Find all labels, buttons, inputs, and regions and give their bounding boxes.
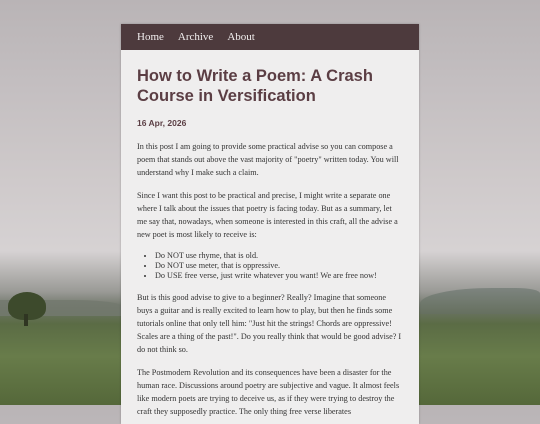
- list-item: • Do USE free verse, just write whatever you want! We are free now!: [155, 271, 403, 281]
- list-item: • Do NOT use rhyme, that is old.: [155, 251, 403, 261]
- post-paragraph: But is this good advise to give to a beginner? Really? Imagine that someone buys a guitar and is really excited to learn how to play, but then he finds some tutorials online that only tell him: "Just hit the strings! Chords are oppressive! Scales are a thing of the past!". Do you really think that would be good advise? I do not think so.: [137, 293, 402, 354]
- background-hills: [420, 288, 540, 314]
- post-card: [121, 24, 419, 424]
- post-date: 16 Apr, 2026: [137, 118, 187, 128]
- nav-archive-link[interactable]: Archive: [177, 31, 214, 43]
- post-paragraph: The Postmodern Revolution and its consequences have been a disaster for the human race. Discussions around poetry are subjective and vague. It almost feels like modern poets are trying to deceive us, as if they were trying to destroy the craft they supposedly practice. The only thing free verse liberates: [137, 368, 400, 416]
- background-tree-trunk: [24, 314, 28, 326]
- advice-list: [137, 251, 403, 281]
- post-title: How to Write a Poem: A Crash Course in Versification: [137, 67, 373, 105]
- nav-about-link[interactable]: About: [227, 31, 255, 43]
- post-paragraph: In this post I am going to provide some practical advise so you can compose a poem that stands out above the vast majority of "poetry" written today. You will understand why I make such a claim.: [137, 142, 399, 177]
- nav-home-link[interactable]: Home: [137, 31, 164, 43]
- post-paragraph: Since I want this post to be practical and precise, I might write a separate one where I talk about the issues that poetry is facing today. But as a summary, let me say that, nowadays, when someone is interested in this craft, all the advise a new poet is most likely to receive is:: [137, 191, 398, 239]
- list-item: • Do NOT use meter, that is oppressive.: [155, 261, 403, 271]
- post-content: [121, 50, 419, 418]
- top-nav: [121, 24, 419, 50]
